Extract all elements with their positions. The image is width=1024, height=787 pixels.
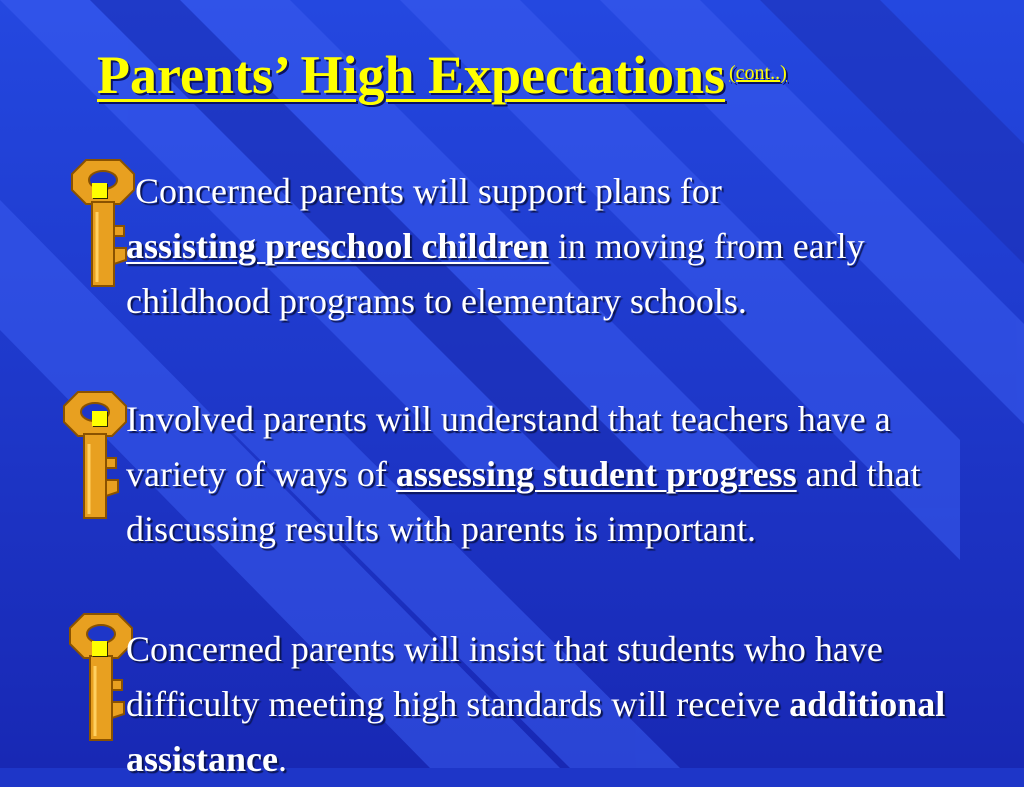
title-suffix: (cont..) [729, 62, 787, 84]
bullet-square [92, 183, 107, 198]
bullet-square [92, 641, 107, 656]
bullet-2-lead: Involved parents will understand that teachers have a variety of ways of [126, 399, 891, 494]
key-icon [58, 388, 132, 524]
bullet-text-3 [126, 622, 956, 787]
bullet-3-lead: Concerned parents will insist that students who have difficulty meeting high standards will receive [126, 629, 883, 724]
title-text: Parents’ High Expectations [97, 45, 725, 105]
bullet-1-highlight: assisting preschool children [126, 226, 549, 266]
bullet-text-1 [126, 164, 956, 329]
bullet-1-lead: Concerned parents will support plans for [135, 171, 722, 211]
bullet-1-rest: in moving from early childhood programs to elementary schools. [126, 226, 865, 321]
bullet-2-highlight: assessing student progress [395, 454, 797, 494]
bullet-text-2 [126, 392, 956, 557]
bullet-3-highlight: additional assistance [126, 684, 946, 779]
bullet-2-rest: and that discussing results with parents is important. [126, 454, 921, 549]
bullet-3-rest: . [278, 739, 287, 779]
slide-title [97, 38, 787, 110]
bullet-square [92, 411, 107, 426]
